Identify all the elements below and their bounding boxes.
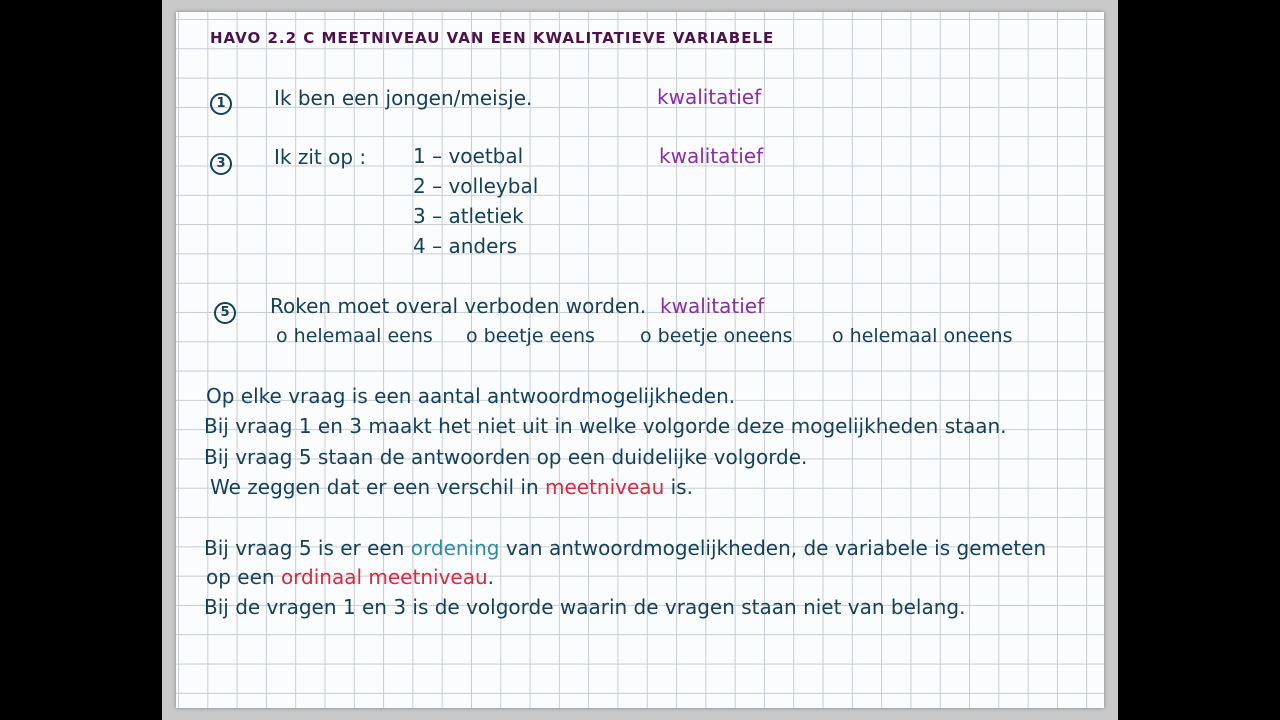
q1-label: kwalitatief bbox=[657, 85, 762, 109]
paragraph-line: Op elke vraag is een aantal antwoordmogelijkheden. bbox=[206, 384, 736, 408]
q5-number-circle: 5 bbox=[214, 302, 236, 324]
q3-option: 1 – voetbal bbox=[413, 144, 524, 168]
q5-choice: o helemaal eens bbox=[276, 325, 433, 347]
text-run: is. bbox=[664, 475, 693, 499]
highlight-ordening: ordening bbox=[410, 536, 500, 560]
q3-option: 4 – anders bbox=[413, 234, 518, 258]
q3-text: Ik zit op : bbox=[274, 145, 367, 169]
q1-number-circle: 1 bbox=[210, 93, 232, 115]
q5-number bbox=[214, 297, 236, 324]
q3-number-circle: 3 bbox=[210, 153, 232, 175]
page-title: HAVO 2.2 C MEETNIVEAU VAN EEN KWALITATIEVE VARIABELE bbox=[210, 29, 775, 47]
text-run: . bbox=[487, 565, 494, 589]
highlight-ordinaal-meetniveau: ordinaal meetniveau bbox=[280, 565, 488, 589]
text-run: op een bbox=[206, 565, 281, 589]
paragraph-line: Bij de vragen 1 en 3 is de volgorde waarin de vragen staan niet van belang. bbox=[204, 595, 966, 619]
text-run: van antwoordmogelijkheden, de variabele is gemeten bbox=[499, 536, 1047, 560]
paragraph-line: Bij vraag 5 staan de antwoorden op een duidelijke volgorde. bbox=[204, 445, 808, 469]
q5-label: kwalitatief bbox=[660, 294, 765, 318]
q5-text: Roken moet overal verboden worden. bbox=[270, 294, 647, 318]
q1-text: Ik ben een jongen/meisje. bbox=[274, 86, 533, 110]
q3-number bbox=[210, 148, 232, 175]
q3-option: 2 – volleybal bbox=[413, 174, 539, 198]
paragraph-line bbox=[210, 475, 693, 499]
q5-choice: o helemaal oneens bbox=[832, 325, 1013, 347]
q1-number bbox=[210, 88, 232, 115]
q3-option: 3 – atletiek bbox=[413, 204, 524, 228]
q3-label: kwalitatief bbox=[659, 144, 764, 168]
text-run: Bij vraag 5 is er een bbox=[204, 536, 411, 560]
text-run: We zeggen dat er een verschil in bbox=[210, 475, 545, 499]
paragraph-line bbox=[204, 536, 1046, 560]
paragraph-line bbox=[206, 565, 494, 589]
highlight-meetniveau: meetniveau bbox=[545, 475, 665, 499]
q5-choice: o beetje oneens bbox=[640, 325, 793, 347]
q5-choice: o beetje eens bbox=[466, 325, 595, 347]
paragraph-line: Bij vraag 1 en 3 maakt het niet uit in welke volgorde deze mogelijkheden staan. bbox=[204, 414, 1007, 438]
